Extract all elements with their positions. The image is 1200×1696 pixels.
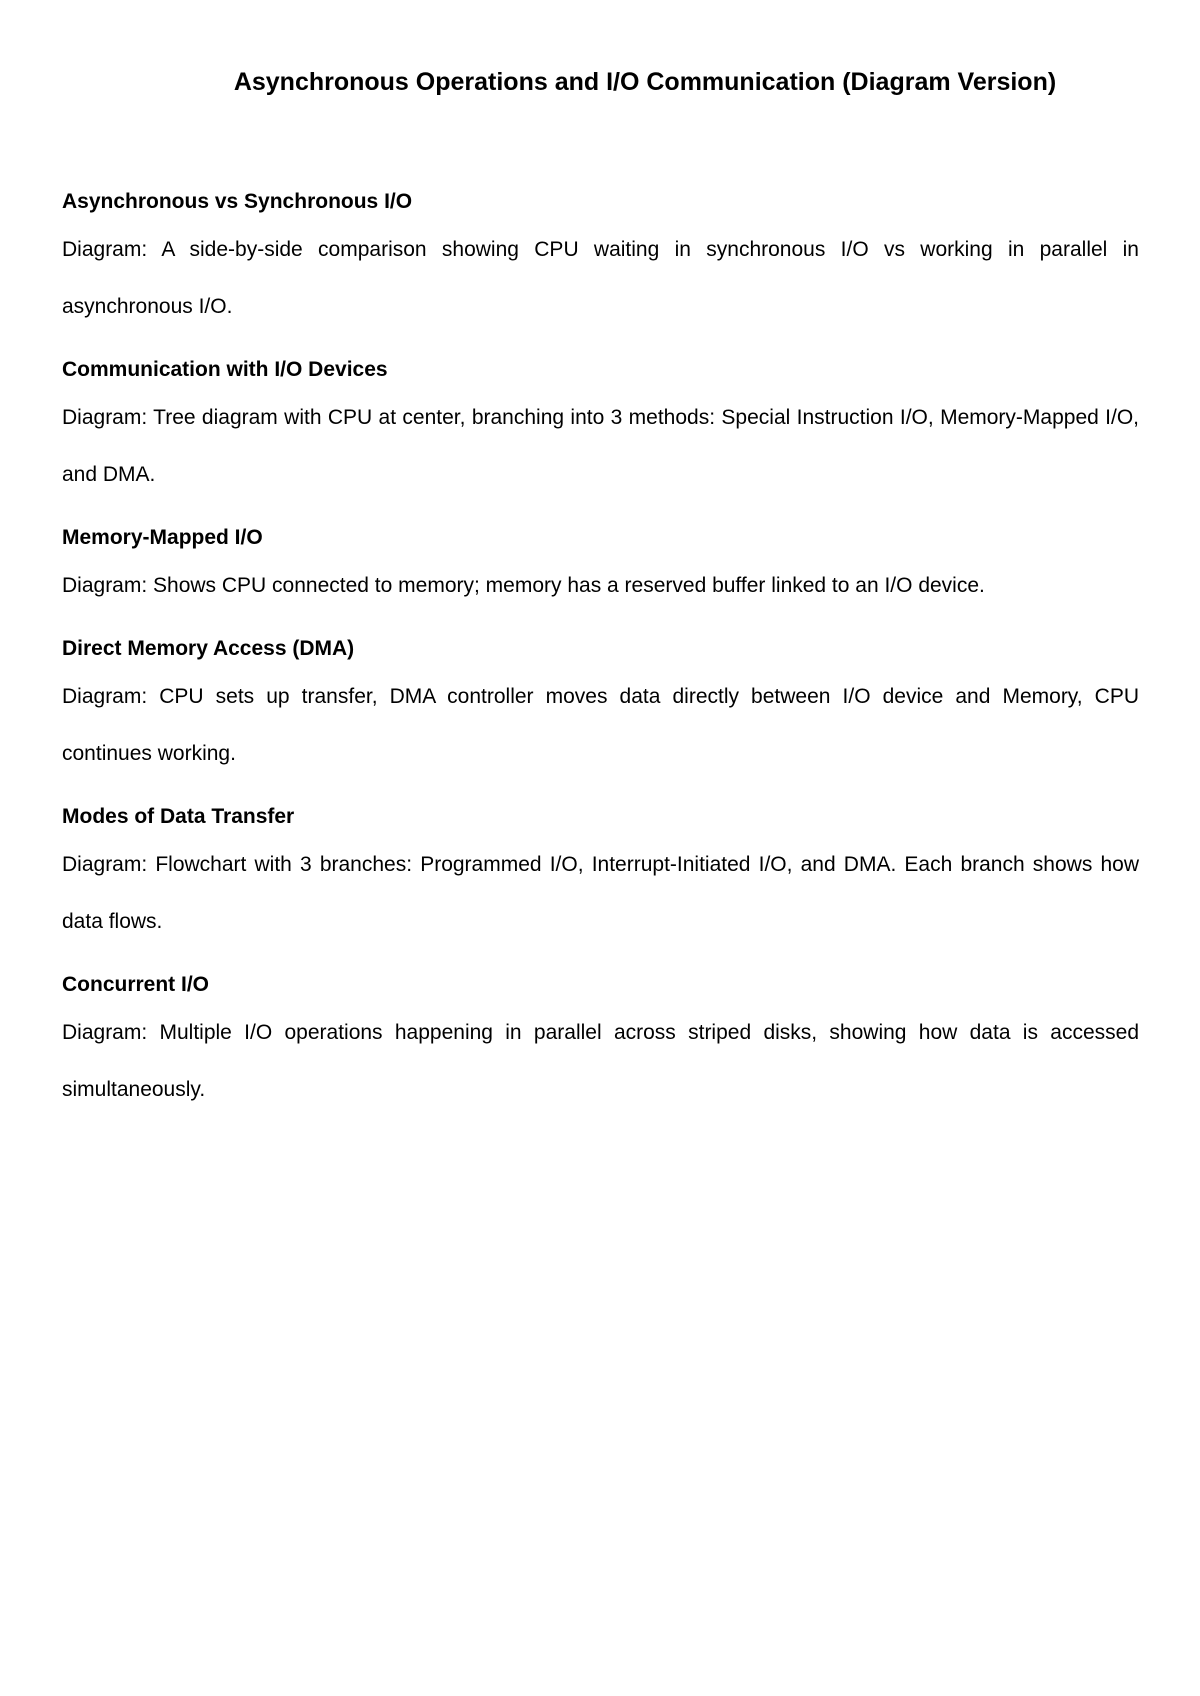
section-body: Diagram: Tree diagram with CPU at center, branching into 3 methods: Special Instruction I/O, Memory-Mapped I/O, and DMA. bbox=[62, 406, 1139, 486]
document-title: Asynchronous Operations and I/O Communication (Diagram Version) bbox=[233, 68, 1057, 96]
section-heading: Direct Memory Access (DMA) bbox=[62, 637, 355, 660]
document-content bbox=[62, 183, 1139, 1134]
section-io-communication bbox=[62, 351, 1139, 503]
section-body: Diagram: A side-by-side comparison showing CPU waiting in synchronous I/O vs working in parallel in asynchronous I/O. bbox=[62, 238, 1139, 318]
section-body: Diagram: Shows CPU connected to memory; memory has a reserved buffer linked to an I/O device. bbox=[62, 574, 985, 597]
section-data-transfer-modes bbox=[62, 798, 1139, 950]
section-heading: Memory-Mapped I/O bbox=[62, 526, 263, 549]
section-dma bbox=[62, 630, 1139, 782]
section-body: Diagram: Multiple I/O operations happening in parallel across striped disks, showing how data is accessed simultaneously. bbox=[62, 1021, 1139, 1101]
section-heading: Asynchronous vs Synchronous I/O bbox=[62, 190, 413, 213]
section-memory-mapped-io bbox=[62, 519, 1139, 614]
section-heading: Concurrent I/O bbox=[62, 973, 210, 996]
section-concurrent-io bbox=[62, 966, 1139, 1118]
section-body: Diagram: CPU sets up transfer, DMA controller moves data directly between I/O device and Memory, CPU continues working. bbox=[62, 685, 1139, 765]
section-heading: Modes of Data Transfer bbox=[62, 805, 295, 828]
section-heading: Communication with I/O Devices bbox=[62, 358, 388, 381]
section-async-vs-sync bbox=[62, 183, 1139, 335]
section-body: Diagram: Flowchart with 3 branches: Programmed I/O, Interrupt-Initiated I/O, and DMA. Each branch shows how data flows. bbox=[62, 853, 1139, 933]
